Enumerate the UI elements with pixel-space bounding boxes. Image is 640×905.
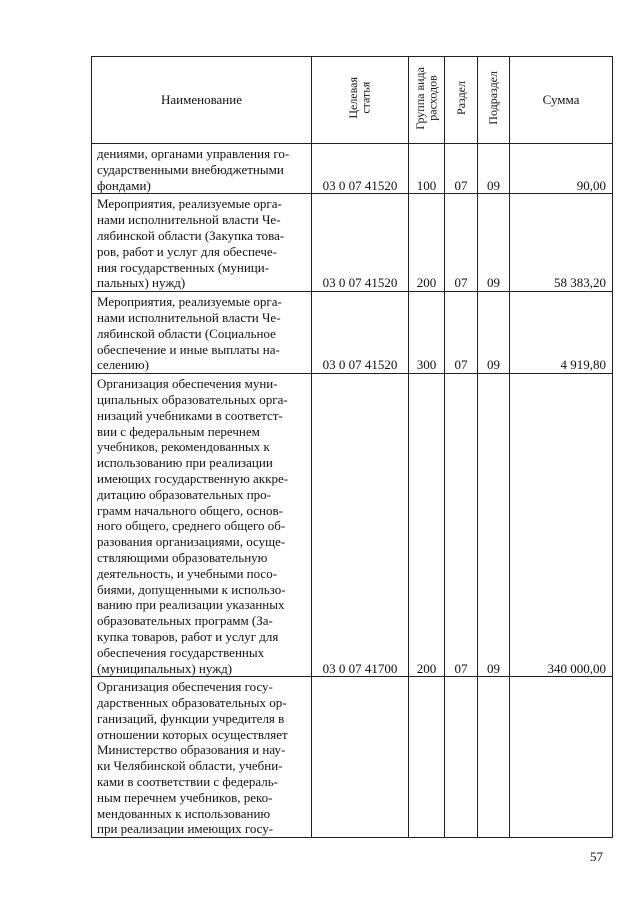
row-amount: 90,00 (510, 144, 613, 194)
row-name-line: лябинской области (Социальное (97, 325, 276, 341)
row-name-line: деятельность, и учебными посо- (97, 565, 278, 581)
row-group (409, 677, 445, 838)
row-subsection: 09 (478, 144, 510, 194)
row-subsection: 09 (478, 292, 510, 374)
row-name-line: фондами) (97, 177, 151, 193)
row-name-line: Мероприятия, реализуемые орга- (97, 294, 282, 310)
row-name-line: биями, допущенными к использо- (97, 581, 286, 597)
table-row (92, 374, 613, 677)
row-name-line: низаций учебниками в соответст- (97, 407, 283, 423)
row-name-line: ного общего, среднего общего об- (97, 518, 286, 534)
row-amount (510, 677, 613, 838)
row-name-line: пальных) нужд) (97, 275, 186, 291)
header-expense-group: Группа вида расходов (409, 57, 445, 144)
row-name-line: ками в соответствии с федераль- (97, 774, 278, 790)
row-subsection: 09 (478, 194, 510, 292)
row-name (92, 292, 312, 374)
row-name-line: (муниципальных) нужд) (97, 660, 233, 676)
row-subsection (478, 677, 510, 838)
header-name: Наименование (92, 57, 312, 144)
row-name-line: купка товаров, работ и услуг для (97, 628, 279, 644)
row-name-line: отношении которых осуществляет (97, 726, 288, 742)
row-name (92, 194, 312, 292)
row-name-line: дениями, органами управления го- (97, 146, 290, 161)
row-name-line: образовательных программ (За- (97, 613, 273, 629)
header-section: Раздел (445, 57, 478, 144)
row-section (445, 677, 478, 838)
row-name-line: вии с федеральным перечнем (97, 423, 260, 439)
row-section: 07 (445, 292, 478, 374)
row-name-line: ния государственных (муници- (97, 259, 270, 275)
row-target (312, 677, 409, 838)
row-target: 03 0 07 41520 (312, 292, 409, 374)
row-name-line: Мероприятия, реализуемые орга- (97, 196, 282, 212)
page-number: 57 (590, 849, 603, 864)
header-target-article: Целевая статья (312, 57, 409, 144)
row-name-line: дитацию образовательных про- (97, 486, 271, 502)
row-amount: 58 383,20 (510, 194, 613, 292)
table-row (92, 194, 613, 292)
row-group: 200 (409, 194, 445, 292)
row-name-line: ципальных образовательных орга- (97, 391, 288, 407)
table-row (92, 292, 613, 374)
row-name-line: Организация обеспечения госу- (97, 679, 273, 695)
row-name-line: ванию при реализации указанных (97, 597, 285, 613)
row-name-line: селению) (97, 357, 149, 373)
row-target: 03 0 07 41520 (312, 194, 409, 292)
row-name (92, 374, 312, 677)
row-group: 200 (409, 374, 445, 677)
table-row (92, 144, 613, 194)
row-subsection: 09 (478, 374, 510, 677)
table-row (92, 677, 613, 838)
row-name-line: лябинской области (Закупка това- (97, 227, 285, 243)
header-amount: Сумма (510, 57, 613, 144)
row-name-line: разования организациями, осуще- (97, 534, 286, 550)
row-name (92, 144, 312, 194)
row-target: 03 0 07 41520 (312, 144, 409, 194)
row-name-line: нами исполнительной власти Че- (97, 309, 281, 325)
row-name-line: Организация обеспечения муни- (97, 376, 278, 392)
row-name-line: ки Челябинской области, учебни- (97, 758, 283, 774)
row-group: 300 (409, 292, 445, 374)
row-amount: 4 919,80 (510, 292, 613, 374)
row-section: 07 (445, 374, 478, 677)
row-name-line: ным перечнем учебников, реко- (97, 789, 273, 805)
row-name-line: обеспечение и иные выплаты на- (97, 341, 280, 357)
row-name-line: обеспечения государственных (97, 644, 265, 660)
budget-table (91, 56, 613, 838)
row-name-line: дарственных образовательных ор- (97, 695, 287, 711)
row-name-line: ров, работ и услуг для обеспече- (97, 243, 278, 259)
row-name-line: использованию при реализации (97, 455, 273, 471)
row-name (92, 677, 312, 838)
row-group: 100 (409, 144, 445, 194)
row-name-line: мендованных к использованию (97, 805, 271, 821)
row-target: 03 0 07 41700 (312, 374, 409, 677)
row-name-line: учебников, рекомендованных к (97, 439, 270, 455)
row-name-line: ганизаций, функции учредителя в (97, 710, 285, 726)
row-name-line: при реализации имеющих госу- (97, 821, 274, 837)
row-section: 07 (445, 194, 478, 292)
header-subsection: Подраздел (478, 57, 510, 144)
row-section: 07 (445, 144, 478, 194)
table-header-row (92, 57, 613, 144)
row-name-line: сударственными внебюджетными (97, 161, 284, 177)
row-name-line: нами исполнительной власти Че- (97, 212, 281, 228)
row-amount: 340 000,00 (510, 374, 613, 677)
row-name-line: имеющих государственную аккре- (97, 470, 289, 486)
row-name-line: Министерство образования и нау- (97, 742, 286, 758)
row-name-line: грамм начального общего, основ- (97, 502, 283, 518)
row-name-line: ствляющими образовательную (97, 549, 268, 565)
